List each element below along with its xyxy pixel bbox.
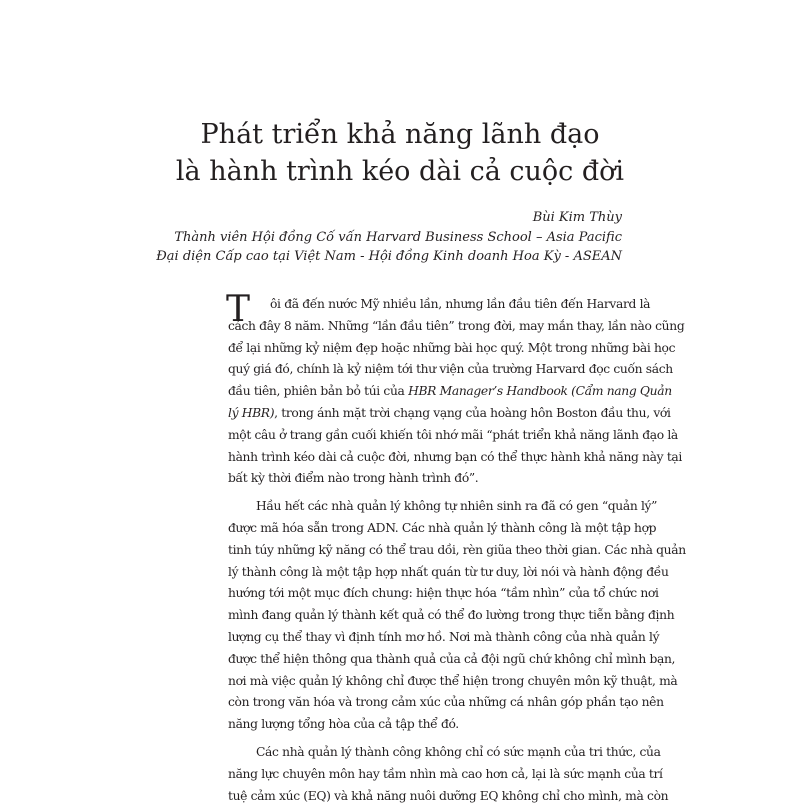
author-role-2: Đại diện Cấp cao tại Việt Nam - Hội đồng Kinh doanh Hoa Kỳ - ASEAN [156,249,622,264]
text-line: nơi mà việc quản lý không chỉ được thể hiện trong chuyên môn kỹ thuật, mà [228,673,678,688]
text-line: còn trong văn hóa và trong cảm xúc của những cá nhân góp phần tạo nên [228,695,664,710]
drop-cap: T [226,289,251,330]
book-title-italic-cont: lý HBR) [228,405,275,420]
paragraph-1 [226,289,685,490]
text-line: một câu ở trang gần cuối khiến tôi nhớ mãi “phát triển khả năng lãnh đạo là [228,427,678,442]
text-line [228,403,671,425]
text-line: lượng cụ thể thay vì định tính mơ hồ. Nơi mà thành công của nhà quản lý [228,629,660,644]
text-line: tinh túy những kỹ năng có thể trau dồi, rèn giũa theo thời gian. Các nhà quản [228,542,686,557]
text-line: hướng tới một mục đích chung: hiện thực hóa “tầm nhìn” của tổ chức nơi [228,586,659,601]
text-line [228,381,672,403]
text-line: quý giá đó, chính là kỷ niệm tới thư viện của trường Harvard đọc cuốn sách [228,362,673,377]
text-line: để lại những kỷ niệm đẹp hoặc những bài học quý. Một trong những bài học [228,340,676,355]
text-line: tuệ cảm xúc (EQ) và khả năng nuôi dưỡng EQ không chỉ cho mình, mà còn [228,788,669,803]
author-attribution [156,208,622,267]
text-line: Hầu hết các nhà quản lý không tự nhiên sinh ra đã có gen “quản lý” [256,499,658,514]
text-segment: , trong ánh mặt trời chạng vạng của hoàng hôn Boston đầu thu, với [274,405,671,420]
text-line: bất kỳ thời điểm nào trong hành trình đó”. [228,471,479,486]
paragraph-2 [228,496,686,736]
text-line: Các nhà quản lý thành công không chỉ có sức mạnh của tri thức, của [256,744,661,759]
paragraph-3 [228,742,669,807]
text-line: cách đây 8 năm. Những “lần đầu tiên” trong đời, may mắn thay, lần nào cũng [228,318,685,333]
text-segment: đầu tiên, phiên bản bỏ túi của [228,384,405,399]
body-text [226,289,686,807]
text-line: được thể hiện thông qua thành quả của cả đội ngũ chứ không chỉ mình bạn, [228,651,676,666]
text-line: mình đang quản lý thành kết quả có thể đo lường trong thực tiễn bằng định [228,608,675,623]
text-line: được mã hóa sẵn trong ADN. Các nhà quản lý thành công là một tập hợp [228,520,657,535]
chapter-title [150,116,650,190]
text-line: năng lực chuyên môn hay tầm nhìn mà cao hơn cả, lại là sức mạnh của trí [228,766,663,781]
text-line: ôi đã đến nước Mỹ nhiều lần, nhưng lần đầu tiên đến Harvard là [270,297,651,311]
author-role-1: Thành viên Hội đồng Cố vấn Harvard Business School – Asia Pacific [174,229,622,245]
author-name: Bùi Kim Thùy [532,210,622,225]
book-title-italic: HBR Manager’s Handbook (Cẩm nang Quản [408,384,672,399]
text-line: hành trình kéo dài cả cuộc đời, nhưng bạn có thể thực hành khả năng này tại [228,449,682,464]
title-line-2: là hành trình kéo dài cả cuộc đời [175,156,625,187]
title-line-1: Phát triển khả năng lãnh đạo [200,119,600,150]
text-line: năng lượng tổng hòa của cả tập thể đó. [228,717,459,732]
text-line: lý thành công là một tập hợp nhất quán từ tư duy, lời nói và hành động đều [228,564,669,579]
